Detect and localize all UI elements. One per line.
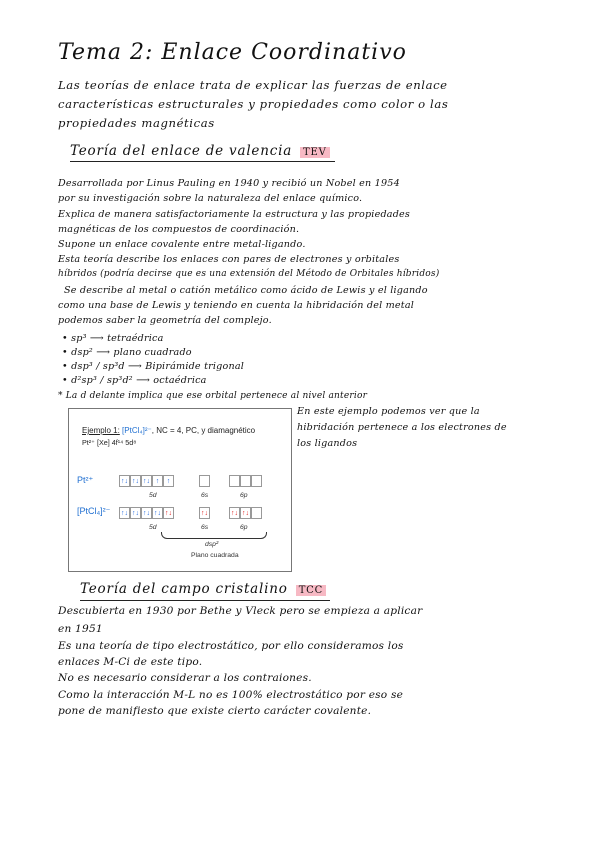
side-note-line: los ligandos [297,438,358,449]
figure-title [82,426,255,435]
hybrid-label: dsp² [205,541,219,548]
complex-formula: [PtCl₄]²⁻ [122,426,152,435]
orbital-box: ↑ [152,475,163,487]
pt-ion-label: Pt²⁺ [77,475,94,485]
hybrid-item: • sp³ ⟶ tetraédrica [62,333,164,344]
section-heading-underline [80,600,330,601]
orbital-box: ↑↓ [130,507,141,519]
orbital-box [251,475,262,487]
orbital-box: ↑↓ [119,475,130,487]
complex-details: , NC = 4, PC, y diamagnético [151,426,256,435]
body-line: podemos saber la geometría del complejo. [58,315,272,326]
body-line: Desarrollada por Linus Pauling en 1940 y recibió un Nobel en 1954 [58,178,400,189]
orbital-box: ↑↓ [240,507,251,519]
orbital-box [199,475,210,487]
orbital-box: ↑↓ [119,507,130,519]
body-line: Es una teoría de tipo electrostático, por ello consideramos los [58,640,404,652]
orbital-box: ↑↓ [141,507,152,519]
body-line: como una base de Lewis y teniendo en cuenta la hibridación del metal [58,300,415,311]
orbital-box [229,475,240,487]
orbital-box: ↑↓ [199,507,210,519]
body-line: magnéticas de los compuestos de coordinación. [58,224,300,235]
body-line: pone de manifiesto que existe cierto carácter covalente. [58,705,372,717]
hybrid-brace [161,532,267,539]
label-6s: 6s [201,492,209,499]
orbital-box [240,475,251,487]
orbital-box: ↑ [163,475,174,487]
hybrid-item: • dsp² ⟶ plano cuadrado [62,347,192,358]
body-line: en 1951 [58,623,103,635]
body-line: Explica de manera satisfactoriamente la estructura y las propiedades [58,209,411,220]
label-6s: 6s [201,524,209,531]
section-heading-text: Teoría del campo cristalino [80,581,288,597]
section-heading-text: Teoría del enlace de valencia [70,143,293,159]
orbital-box: ↑↓ [141,475,152,487]
complex-ion-label: [PtCl₄]²⁻ [77,506,111,516]
body-line: Esta teoría describe los enlaces con pares de electrones y orbitales [58,254,400,265]
hybrid-item: • d²sp³ / sp³d² ⟶ octaédrica [62,375,207,386]
intro-line: Las teorías de enlace trata de explicar las fuerzas de enlace [58,78,448,92]
body-line: Supone un enlace covalente entre metal-ligando. [58,239,306,250]
hybrid-item: • dsp³ / sp³d ⟶ Bipirámide trigonal [62,361,245,372]
section-heading-underline [70,161,335,162]
tcc-highlight: TCC [296,585,326,596]
side-note-line: En este ejemplo podemos ver que la [297,406,480,417]
body-line: Descubierta en 1930 por Bethe y Vleck pero se empieza a aplicar [58,605,423,617]
body-line: por su investigación sobre la naturaleza del enlace químico. [58,193,363,204]
orbital-diagram-figure [68,408,292,572]
orbital-box: ↑↓ [130,475,141,487]
page-title: Tema 2: Enlace Coordinativo [58,40,407,65]
orbital-box: ↑↓ [229,507,240,519]
section-heading-tev [70,143,330,159]
tev-highlight: TEV [300,147,330,158]
body-line: Como la interacción M-L no es 100% electrostático por eso se [58,689,404,701]
intro-line: propiedades magnéticas [58,116,215,130]
body-line: enlaces M-Ci de este tipo. [58,656,203,668]
label-6p: 6p [240,524,248,531]
orbital-box: ↑↓ [152,507,163,519]
footnote: * La d delante implica que ese orbital pertenece al nivel anterior [58,391,368,401]
label-6p: 6p [240,492,248,499]
body-line: No es necesario considerar a los contraiones. [58,672,312,684]
intro-line: características estructurales y propiedades como color o las [58,97,449,111]
side-note-line: hibridación pertenece a los electrones de [297,422,507,433]
label-5d: 5d [149,524,157,531]
section-heading-tcc [80,581,326,597]
example-label: Ejemplo 1: [82,426,120,435]
orbital-box [251,507,262,519]
geometry-label: Plano cuadrada [191,552,239,559]
orbital-box: ↑↓ [163,507,174,519]
body-line: Se describe al metal o catión metálico como ácido de Lewis y el ligando [64,285,428,296]
body-line: híbridos (podría decirse que es una extensión del Método de Orbitales híbridos) [58,269,440,279]
electron-configuration: Pt²⁺ [Xe] 4f¹⁴ 5d⁸ [82,438,137,447]
label-5d: 5d [149,492,157,499]
